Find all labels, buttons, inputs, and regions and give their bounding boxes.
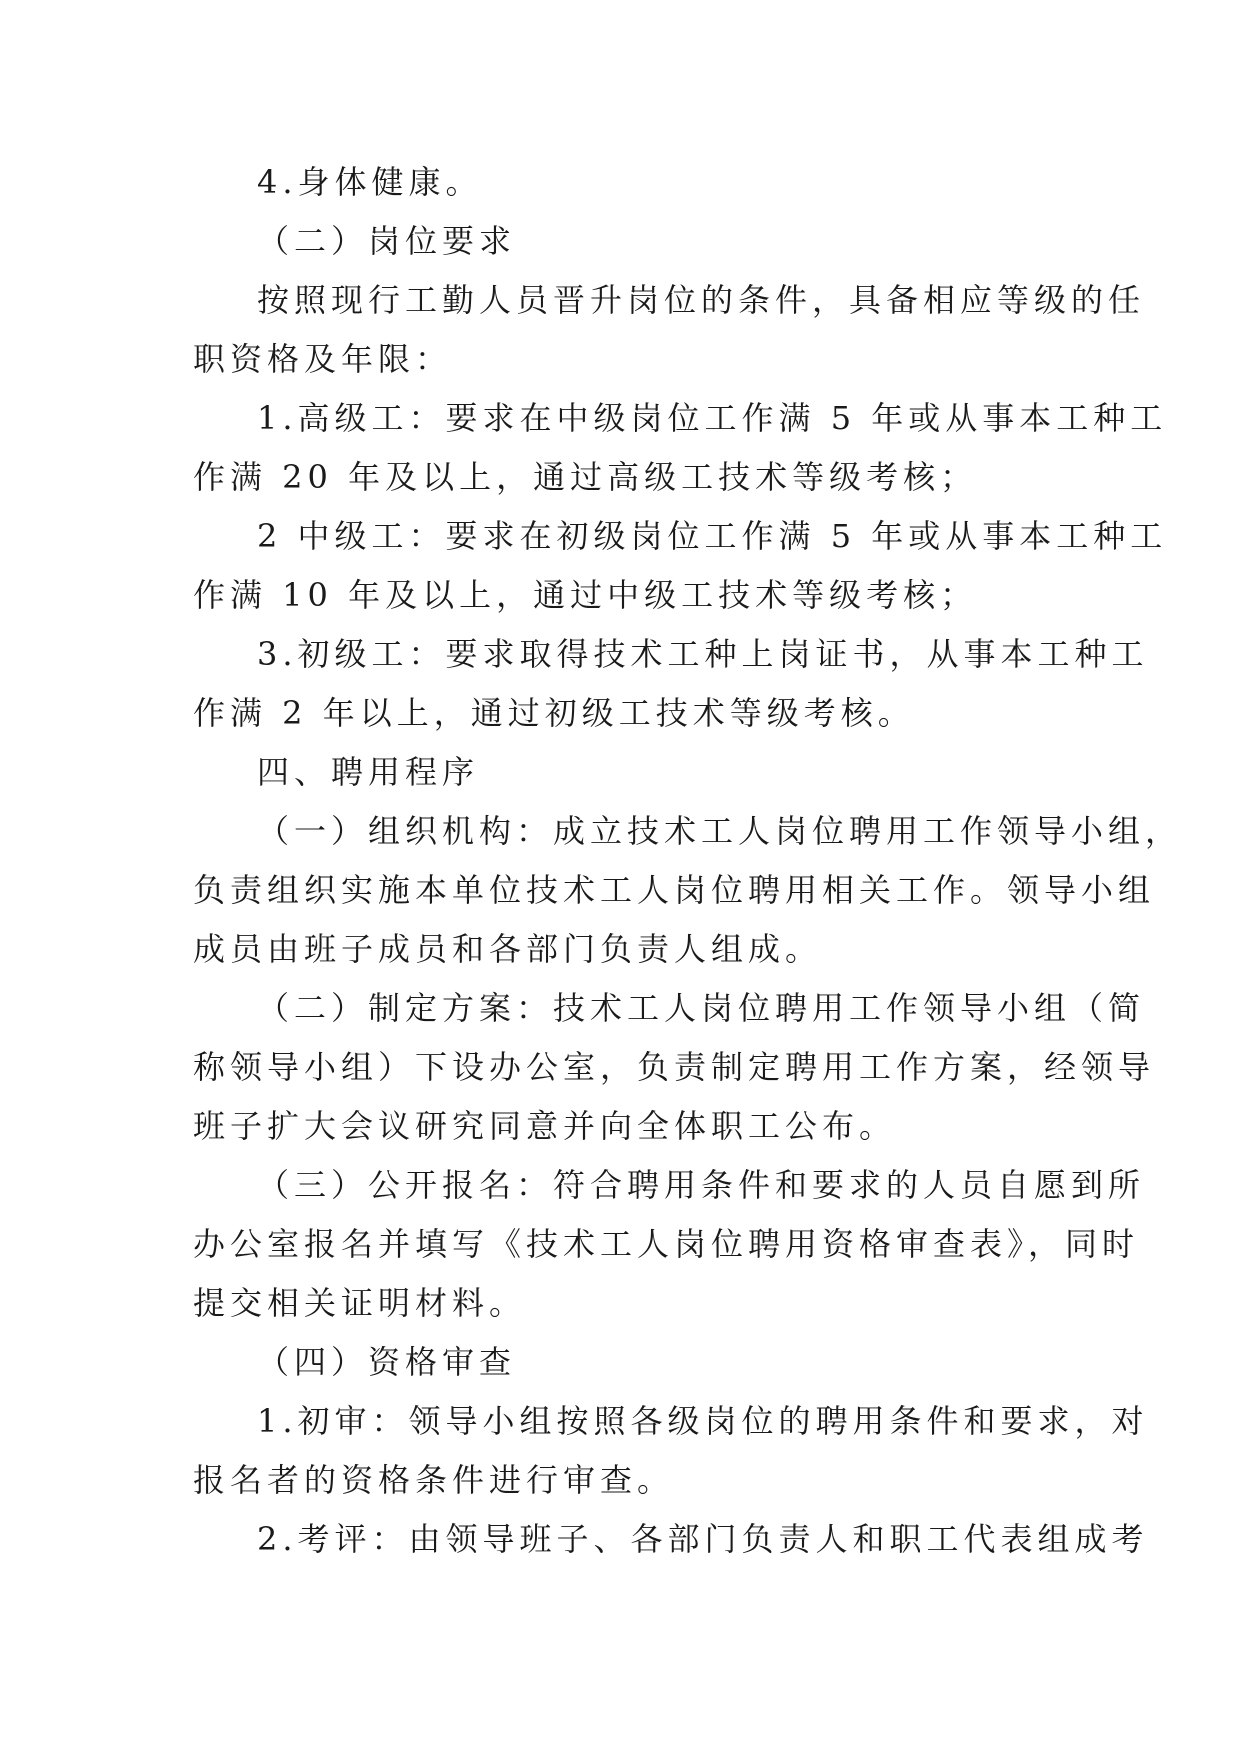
text-line: 负责组织实施本单位技术工人岗位聘用相关工作。领导小组 bbox=[193, 871, 1156, 909]
text-line: 1.高级工：要求在中级岗位工作满 5 年或从事本工种工 bbox=[257, 399, 1168, 437]
text-line: 4.身体健康。 bbox=[257, 163, 483, 201]
text-line: 报名者的资格条件进行审查。 bbox=[193, 1461, 675, 1499]
text-line: 职资格及年限： bbox=[193, 340, 453, 378]
text-line: 1.初审：领导小组按照各级岗位的聘用条件和要求，对 bbox=[257, 1402, 1149, 1440]
text-line: 3.初级工：要求取得技术工种上岗证书，从事本工种工 bbox=[257, 635, 1149, 673]
text-line: （三）公开报名：符合聘用条件和要求的人员自愿到所 bbox=[257, 1166, 1146, 1204]
text-line: 成员由班子成员和各部门负责人组成。 bbox=[193, 930, 823, 968]
document-body bbox=[193, 153, 1183, 1569]
text-line: （二）制定方案：技术工人岗位聘用工作领导小组（简 bbox=[257, 989, 1146, 1027]
text-line: 2.考评：由领导班子、各部门负责人和职工代表组成考 bbox=[257, 1520, 1149, 1558]
text-line: 班子扩大会议研究同意并向全体职工公布。 bbox=[193, 1107, 897, 1145]
text-line: 称领导小组）下设办公室，负责制定聘用工作方案，经领导 bbox=[193, 1048, 1156, 1086]
section-heading: （二）岗位要求 bbox=[257, 222, 517, 260]
text-line: 按照现行工勤人员晋升岗位的条件，具备相应等级的任 bbox=[257, 281, 1146, 319]
text-line: 作满 10 年及以上，通过中级工技术等级考核； bbox=[193, 576, 978, 614]
section-heading: 四、聘用程序 bbox=[257, 753, 480, 791]
text-line: 办公室报名并填写《技术工人岗位聘用资格审查表》，同时 bbox=[193, 1225, 1140, 1263]
text-line: 提交相关证明材料。 bbox=[193, 1284, 527, 1322]
text-line: 2 中级工：要求在初级岗位工作满 5 年或从事本工种工 bbox=[257, 517, 1168, 555]
text-line: （一）组织机构：成立技术工人岗位聘用工作领导小组， bbox=[257, 812, 1183, 850]
section-heading: （四）资格审查 bbox=[257, 1343, 517, 1381]
text-line: 作满 20 年及以上，通过高级工技术等级考核； bbox=[193, 458, 978, 496]
text-line: 作满 2 年以上，通过初级工技术等级考核。 bbox=[193, 694, 915, 732]
